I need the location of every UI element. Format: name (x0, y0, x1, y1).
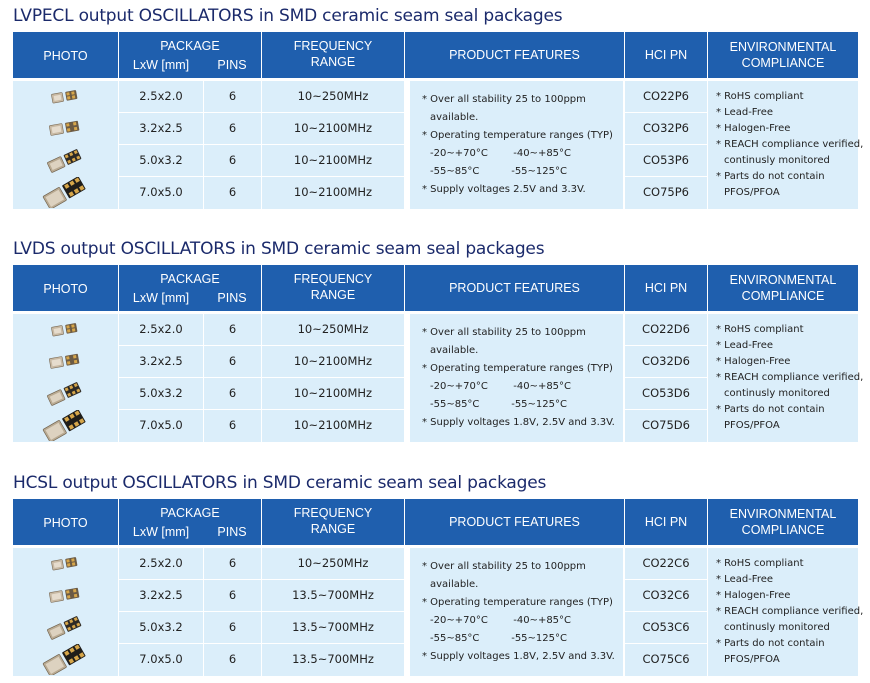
cell-pins: 6 (204, 644, 261, 676)
feature-line: -20~+70°C -40~+85°C (430, 381, 572, 392)
cell-frequency: 13.5~700MHz (262, 612, 404, 643)
env-line: * RoHS compliant (716, 558, 804, 569)
feature-line: -55~85°C -55~125°C (430, 633, 567, 644)
product-photo-2520 (13, 81, 118, 112)
header-features: PRODUCT FEATURES (449, 281, 580, 295)
header-photo: PHOTO (43, 49, 88, 63)
header-range: RANGE (310, 55, 356, 69)
env-line: continusly monitored (724, 155, 830, 166)
cell-pins: 6 (204, 548, 261, 579)
feature-line: -55~85°C -55~125°C (430, 399, 567, 410)
cell-pins: 6 (204, 346, 261, 377)
cell-pins: 6 (204, 113, 261, 144)
env-line: * Parts do not contain (716, 638, 825, 649)
cell-part-number: CO75P6 (625, 177, 707, 209)
feature-line: -55~85°C -55~125°C (430, 166, 567, 177)
header-compliance: COMPLIANCE (741, 289, 825, 303)
section-title: HCSL output OSCILLATORS in SMD ceramic seam seal packages (13, 473, 547, 493)
feature-line: available. (430, 112, 479, 123)
cell-size: 2.5x2.0 (119, 314, 203, 345)
cell-pins: 6 (204, 177, 261, 209)
cell-frequency: 10~2100MHz (262, 113, 404, 144)
env-line: * Lead-Free (716, 574, 774, 585)
features-cell (410, 548, 623, 676)
cell-size: 2.5x2.0 (119, 81, 203, 112)
header-environmental: ENVIRONMENTAL (729, 273, 837, 287)
cell-frequency: 10~2100MHz (262, 145, 404, 176)
product-photo-3225 (13, 113, 118, 144)
env-line: PFOS/PFOA (724, 420, 780, 431)
feature-line: -20~+70°C -40~+85°C (430, 615, 572, 626)
env-line: * REACH compliance verified, (716, 372, 864, 383)
cell-pins: 6 (204, 580, 261, 611)
cell-part-number: CO53P6 (625, 145, 707, 176)
env-line: * Lead-Free (716, 340, 774, 351)
cell-size: 7.0x5.0 (119, 177, 203, 209)
feature-line: * Over all stability 25 to 100ppm (422, 561, 586, 572)
section-lvds (13, 233, 864, 445)
env-line: * RoHS compliant (716, 324, 804, 335)
product-photo-3225 (13, 346, 118, 377)
feature-line: available. (430, 345, 479, 356)
environment-cell (708, 314, 864, 442)
header-hci-pn: HCI PN (644, 515, 688, 529)
feature-line: * Over all stability 25 to 100ppm (422, 327, 586, 338)
header-package: PACKAGE (160, 272, 220, 286)
cell-part-number: CO22C6 (625, 548, 707, 579)
cell-pins: 6 (204, 145, 261, 176)
env-line: * Halogen-Free (716, 123, 791, 134)
header-hci-pn: HCI PN (644, 281, 688, 295)
header-compliance: COMPLIANCE (741, 523, 825, 537)
header-package: PACKAGE (160, 506, 220, 520)
feature-line: -20~+70°C -40~+85°C (430, 148, 572, 159)
product-photo-3225 (13, 580, 118, 611)
cell-part-number: CO53D6 (625, 378, 707, 409)
env-line: * RoHS compliant (716, 91, 804, 102)
cell-size: 5.0x3.2 (119, 612, 203, 643)
cell-frequency: 10~2100MHz (262, 177, 404, 209)
cell-pins: 6 (204, 314, 261, 345)
cell-part-number: CO75D6 (625, 410, 707, 442)
feature-line: * Over all stability 25 to 100ppm (422, 94, 586, 105)
cell-pins: 6 (204, 81, 261, 112)
section-title: LVDS output OSCILLATORS in SMD ceramic seam seal packages (13, 239, 545, 259)
environment-cell (708, 548, 864, 676)
table-body (13, 314, 864, 442)
header-range: RANGE (310, 522, 356, 536)
header-lxw: LxW [mm] (132, 525, 190, 539)
cell-size: 3.2x2.5 (119, 113, 203, 144)
cell-part-number: CO53C6 (625, 612, 707, 643)
header-pins: PINS (217, 291, 247, 305)
product-photo-7050 (13, 177, 118, 208)
cell-part-number: CO22D6 (625, 314, 707, 345)
table-body (13, 548, 864, 676)
header-frequency: FREQUENCY (293, 272, 373, 286)
feature-line: * Supply voltages 1.8V, 2.5V and 3.3V. (422, 417, 615, 428)
section-title: LVPECL output OSCILLATORS in SMD ceramic seam seal packages (13, 6, 563, 26)
cell-part-number: CO32C6 (625, 580, 707, 611)
section-lvpecl (13, 0, 864, 212)
product-photo-2520 (13, 314, 118, 345)
env-line: PFOS/PFOA (724, 187, 780, 198)
section-hcsl (13, 467, 864, 679)
cell-size: 2.5x2.0 (119, 548, 203, 579)
feature-line: * Operating temperature ranges (TYP) (422, 130, 613, 141)
header-photo: PHOTO (43, 282, 88, 296)
product-photo-5032 (13, 145, 118, 176)
cell-size: 3.2x2.5 (119, 346, 203, 377)
header-photo: PHOTO (43, 516, 88, 530)
cell-frequency: 10~2100MHz (262, 346, 404, 377)
header-compliance: COMPLIANCE (741, 56, 825, 70)
feature-line: * Operating temperature ranges (TYP) (422, 597, 613, 608)
env-line: continusly monitored (724, 388, 830, 399)
features-cell (410, 81, 623, 209)
env-line: continusly monitored (724, 622, 830, 633)
product-photo-7050 (13, 644, 118, 675)
header-pins: PINS (217, 525, 247, 539)
env-line: * Lead-Free (716, 107, 774, 118)
header-features: PRODUCT FEATURES (449, 48, 580, 62)
cell-part-number: CO75C6 (625, 644, 707, 676)
product-photo-5032 (13, 378, 118, 409)
table-header (13, 32, 858, 78)
feature-line: * Supply voltages 2.5V and 3.3V. (422, 184, 586, 195)
cell-frequency: 10~2100MHz (262, 410, 404, 442)
header-frequency: FREQUENCY (293, 506, 373, 520)
env-line: PFOS/PFOA (724, 654, 780, 665)
header-environmental: ENVIRONMENTAL (729, 40, 837, 54)
cell-size: 5.0x3.2 (119, 145, 203, 176)
header-pins: PINS (217, 58, 247, 72)
header-environmental: ENVIRONMENTAL (729, 507, 837, 521)
cell-frequency: 13.5~700MHz (262, 644, 404, 676)
cell-pins: 6 (204, 410, 261, 442)
env-line: * Halogen-Free (716, 590, 791, 601)
table-header (13, 499, 858, 545)
cell-size: 7.0x5.0 (119, 644, 203, 676)
cell-part-number: CO32P6 (625, 113, 707, 144)
cell-pins: 6 (204, 378, 261, 409)
cell-pins: 6 (204, 612, 261, 643)
header-features: PRODUCT FEATURES (449, 515, 580, 529)
environment-cell (708, 81, 864, 209)
cell-size: 5.0x3.2 (119, 378, 203, 409)
cell-frequency: 10~2100MHz (262, 378, 404, 409)
product-photo-5032 (13, 612, 118, 643)
cell-frequency: 10~250MHz (262, 81, 404, 112)
cell-size: 7.0x5.0 (119, 410, 203, 442)
feature-line: * Supply voltages 1.8V, 2.5V and 3.3V. (422, 651, 615, 662)
feature-line: available. (430, 579, 479, 590)
cell-size: 3.2x2.5 (119, 580, 203, 611)
table-body (13, 81, 864, 209)
header-frequency: FREQUENCY (293, 39, 373, 53)
header-hci-pn: HCI PN (644, 48, 688, 62)
env-line: * Parts do not contain (716, 171, 825, 182)
env-line: * Parts do not contain (716, 404, 825, 415)
table-header (13, 265, 858, 311)
header-lxw: LxW [mm] (132, 291, 190, 305)
cell-frequency: 10~250MHz (262, 548, 404, 579)
env-line: * REACH compliance verified, (716, 139, 864, 150)
header-lxw: LxW [mm] (132, 58, 190, 72)
features-cell (410, 314, 623, 442)
cell-part-number: CO32D6 (625, 346, 707, 377)
header-range: RANGE (310, 288, 356, 302)
cell-frequency: 10~250MHz (262, 314, 404, 345)
env-line: * Halogen-Free (716, 356, 791, 367)
cell-part-number: CO22P6 (625, 81, 707, 112)
header-package: PACKAGE (160, 39, 220, 53)
cell-frequency: 13.5~700MHz (262, 580, 404, 611)
feature-line: * Operating temperature ranges (TYP) (422, 363, 613, 374)
product-photo-2520 (13, 548, 118, 579)
product-photo-7050 (13, 410, 118, 441)
env-line: * REACH compliance verified, (716, 606, 864, 617)
